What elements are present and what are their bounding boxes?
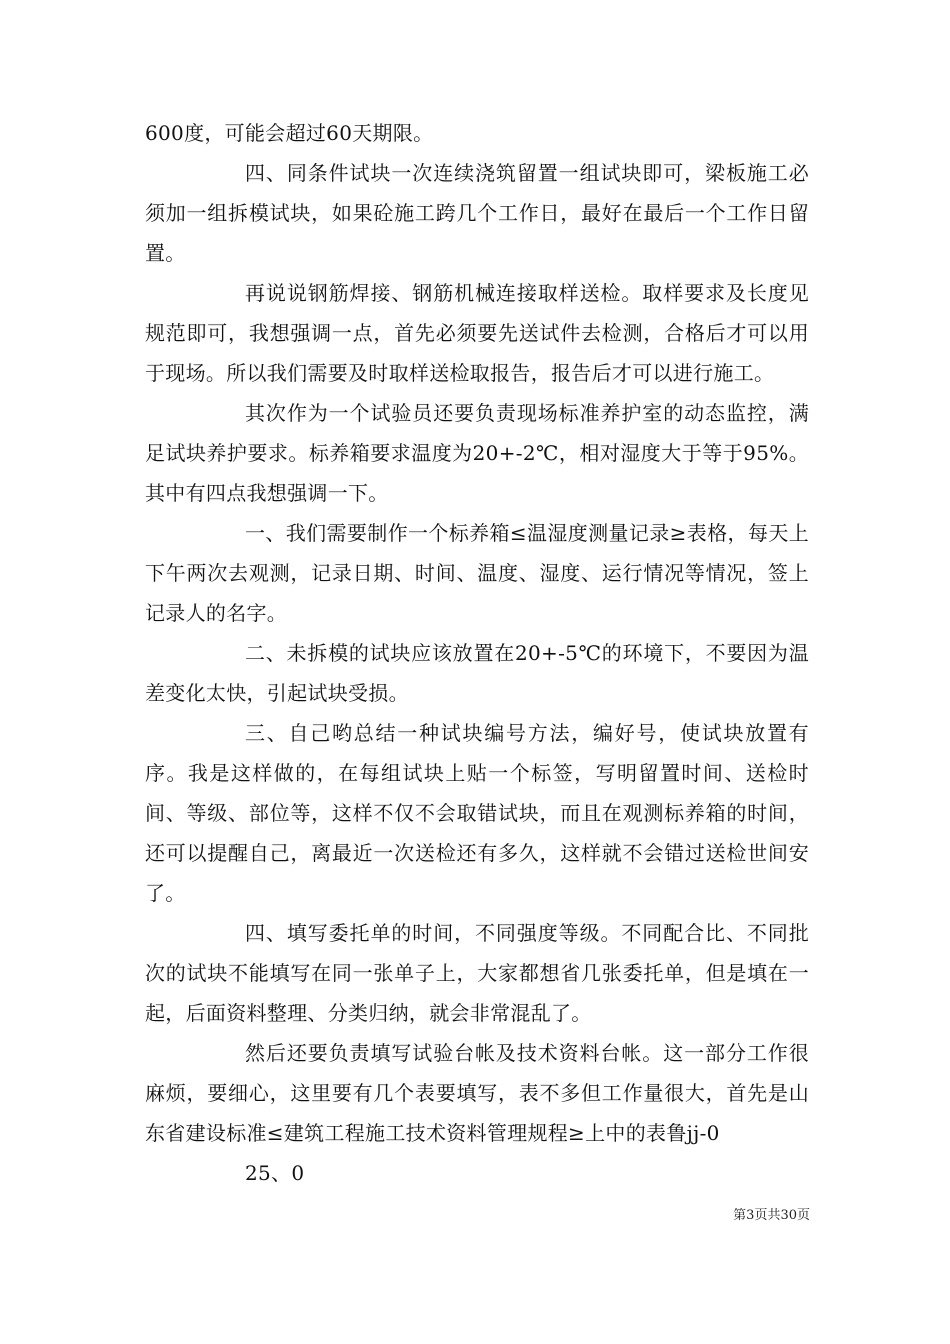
paragraph-fragment: 25、0: [245, 1161, 305, 1185]
paragraph-ledger: 然后还要负责填写试验台帐及技术资料台帐。这一部分工作很麻烦，要细心，这里要有几个表要填写，表不多但工作量很大，首先是山东省建设标准≤建筑工程施工技术资料管理规程≥上中的表鲁jj-0: [145, 1041, 809, 1145]
paragraph-curing-room: 其次作为一个试验员还要负责现场标准养护室的动态监控，满足试块养护要求。标养箱要求温度为20+-2℃，相对湿度大于等于95%。其中有四点我想强调一下。: [145, 401, 809, 505]
paragraph-point-four: 四、填写委托单的时间，不同强度等级。不同配合比、不同批次的试块不能填写在同一张单子上，大家都想省几张委托单，但是填在一起，后面资料整理、分类归纳，就会非常混乱了。: [145, 921, 809, 1025]
paragraph-point-two: 二、未拆模的试块应该放置在20+-5℃的环境下，不要因为温差变化太快，引起试块受损。: [145, 641, 809, 705]
paragraph-point-three: 三、自己哟总结一种试块编号方法，编好号，使试块放置有序。我是这样做的，在每组试块上贴一个标签，写明留置时间、送检时间、等级、部位等，这样不仅不会取错试块，而且在观测标养箱的时间，还可以提醒自己，离最近一次送检还有多久，这样就不会错过送检世间安了。: [145, 721, 809, 905]
paragraph-rebar-sampling: 再说说钢筋焊接、钢筋机械连接取样送检。取样要求及长度见规范即可，我想强调一点，首先必须要先送试件去检测，合格后才可以用于现场。所以我们需要及时取样送检取报告，报告后才可以进行施工。: [145, 281, 809, 385]
paragraph-item-four: 四、同条件试块一次连续浇筑留置一组试块即可，梁板施工必须加一组拆模试块，如果砼施工跨几个工作日，最好在最后一个工作日留置。: [145, 161, 809, 265]
paragraph-point-one: 一、我们需要制作一个标养箱≤温湿度测量记录≥表格，每天上下午两次去观测，记录日期、时间、温度、湿度、运行情况等情况，签上记录人的名字。: [145, 521, 809, 625]
page-number-footer: 第3页共30页: [733, 1208, 810, 1223]
paragraph-continuation: 600度，可能会超过60天期限。: [145, 121, 434, 145]
body-text: [145, 113, 809, 1193]
